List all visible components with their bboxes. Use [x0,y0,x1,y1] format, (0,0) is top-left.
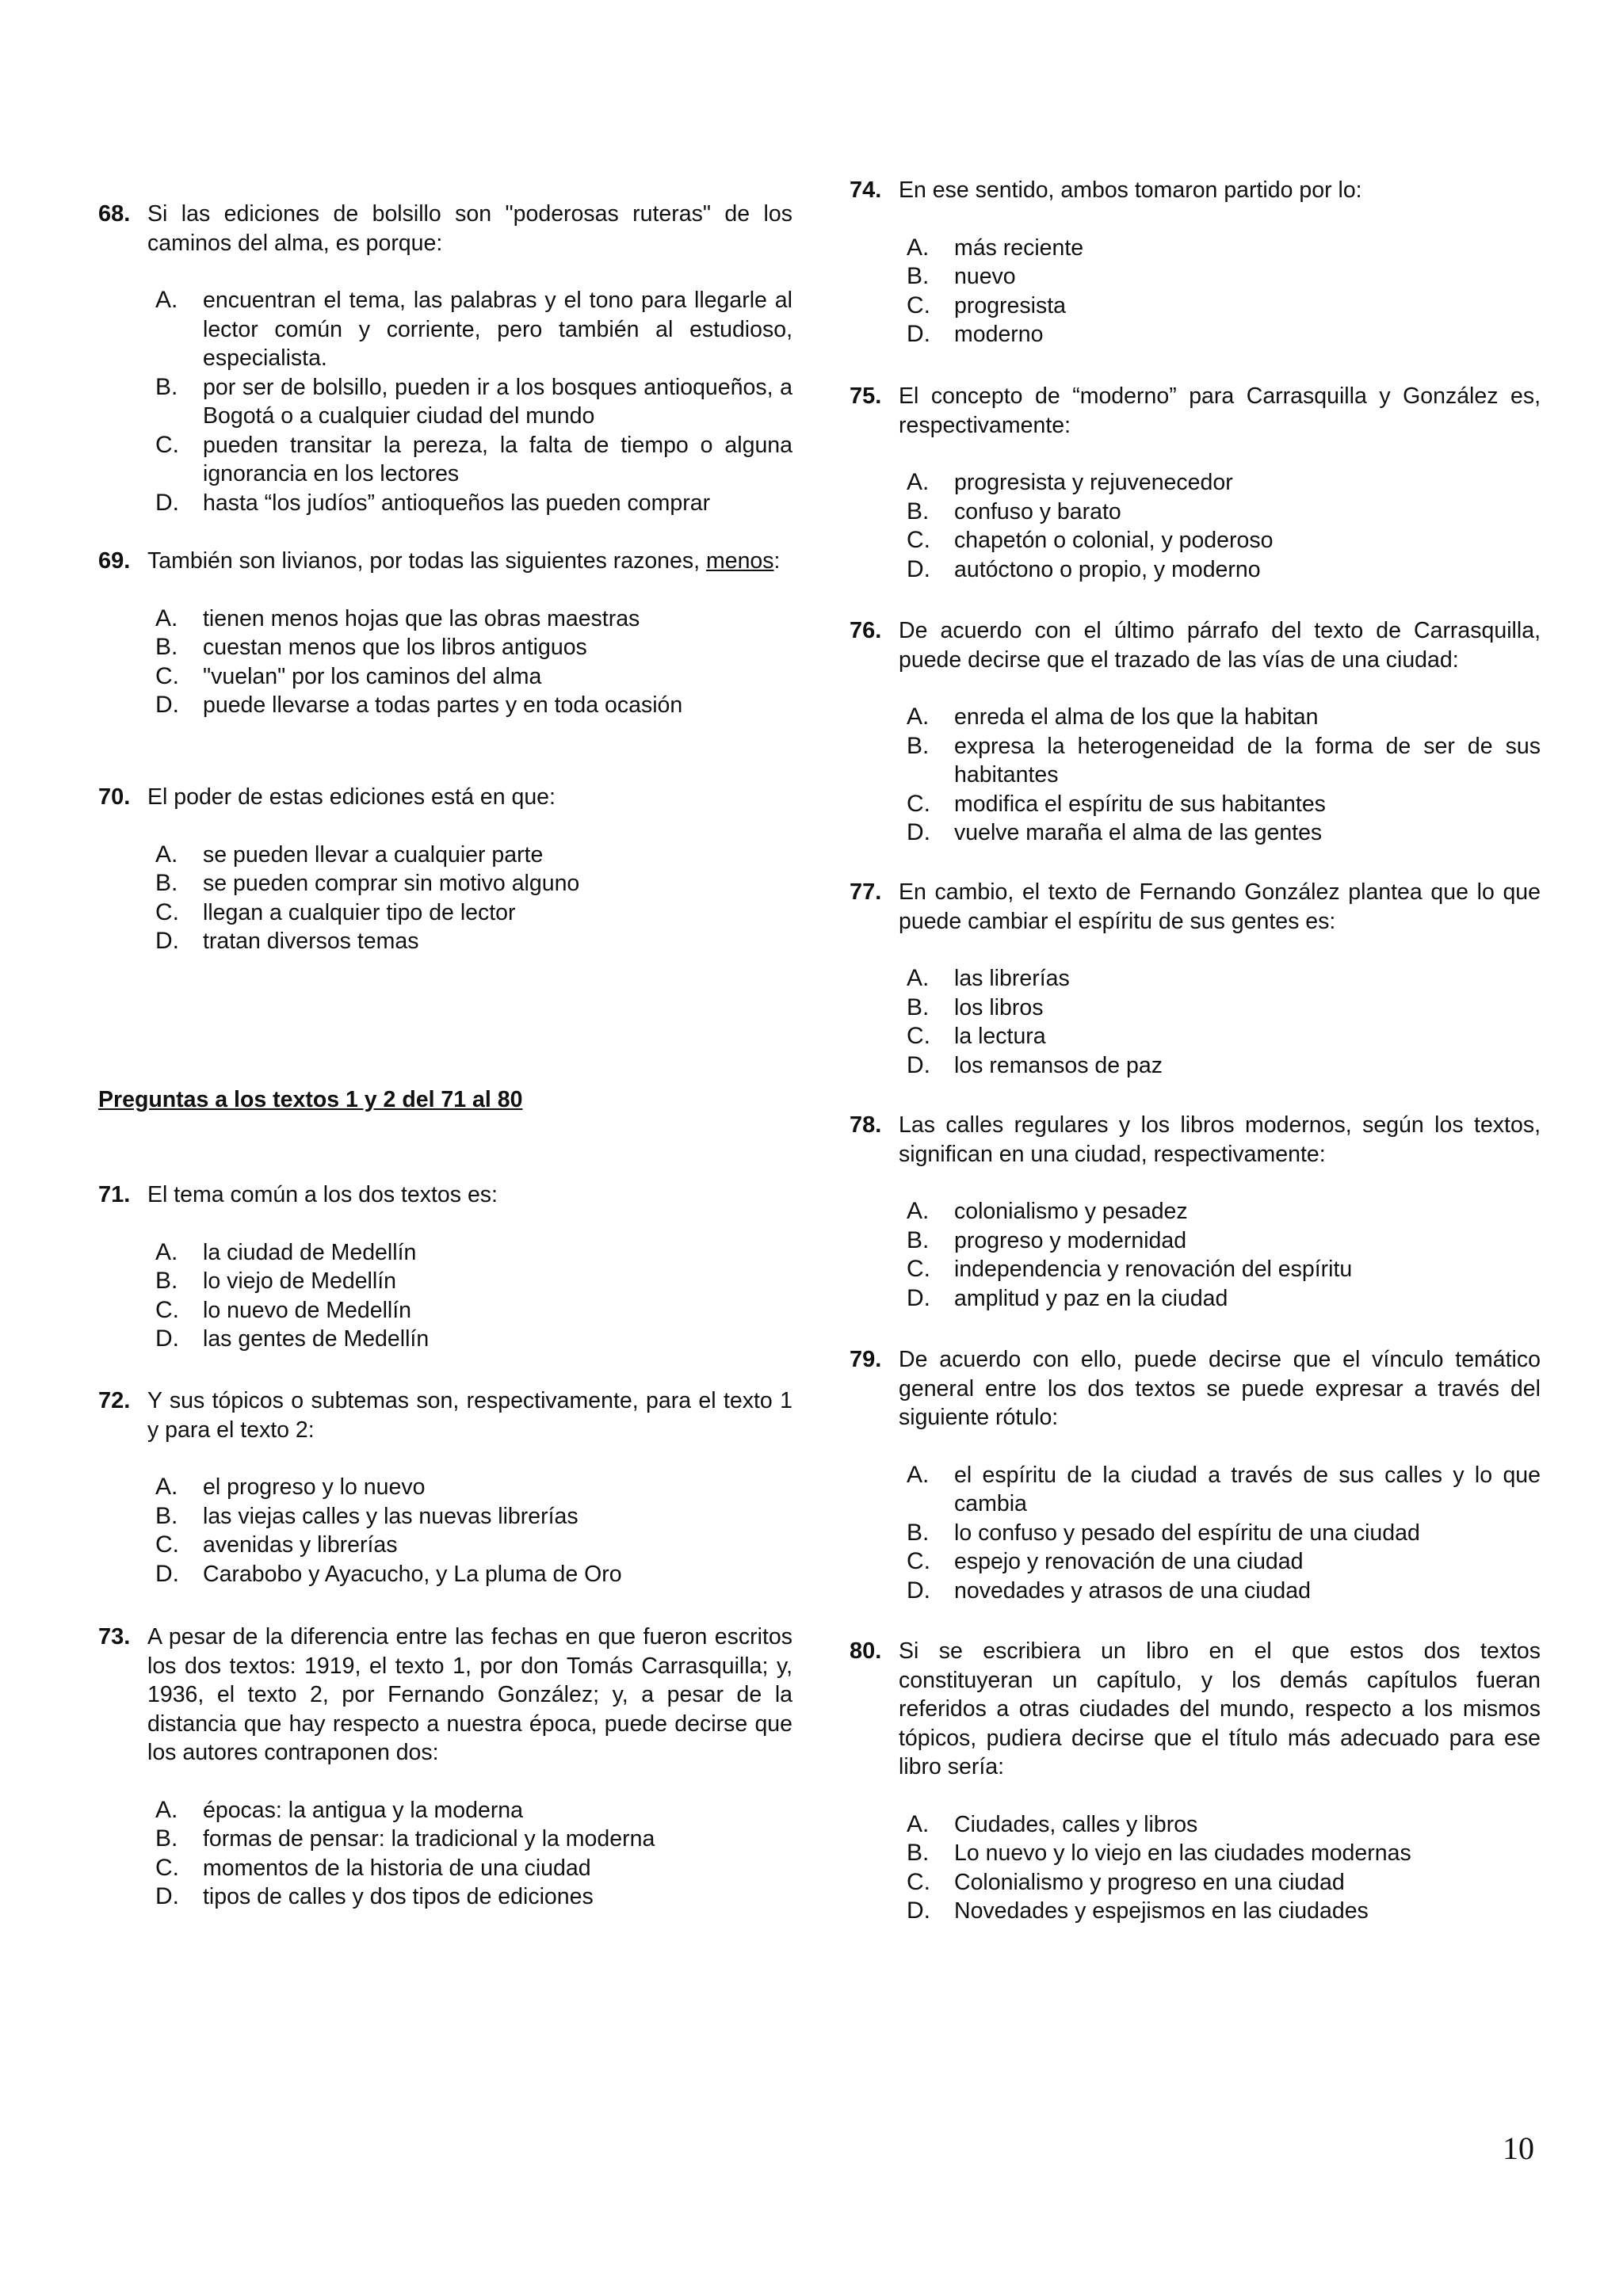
question-number: 71. [98,1182,131,1207]
question-text: De acuerdo con ello, puede decirse que el vínculo temático general entre los dos textos se puede expresar a través del siguiente rótulo: [899,1347,1541,1430]
question-68 [98,200,792,517]
question-number: 70. [98,784,131,810]
answer-option [907,468,1541,498]
answer-option [907,790,1541,819]
question-number: 78. [850,1112,882,1138]
option-letter: C. [155,662,179,689]
answer-option [155,898,792,928]
answer-option [907,732,1541,790]
answer-options [98,841,792,956]
question-text: En ese sentido, ambos tomaron partido por lo: [899,177,1362,203]
answer-options [850,468,1541,584]
option-letter: B. [907,1226,930,1253]
question-number: 75. [850,383,882,409]
option-text: moderno [954,322,1044,347]
page-number: 10 [1503,2130,1534,2166]
answer-options [850,1461,1541,1606]
option-text: Lo nuevo y lo viejo en las ciudades modernas [954,1840,1411,1866]
option-letter: B. [907,994,930,1020]
option-letter: B. [907,263,930,289]
answer-option [907,1810,1541,1840]
option-text: lo confuso y pesado del espíritu de una ciudad [954,1520,1420,1546]
question-text: El tema común a los dos textos es: [147,1182,498,1207]
option-text: lo nuevo de Medellín [203,1297,412,1323]
option-letter: A. [907,1810,930,1837]
option-text: enreda el alma de los que la habitan [954,704,1319,730]
question-text: El poder de estas ediciones está en que: [147,784,556,810]
answer-options [850,1197,1541,1313]
option-letter: D. [155,692,179,718]
option-letter: B. [155,1268,178,1294]
option-letter: C. [907,1868,930,1895]
option-text: el progreso y lo nuevo [203,1474,426,1500]
option-letter: D. [155,489,179,516]
question-number: 79. [850,1347,882,1372]
option-letter: B. [907,732,930,759]
option-letter: C. [907,292,930,318]
answer-option [155,1238,792,1268]
question-71 [98,1180,792,1354]
answer-option [155,633,792,662]
option-text: vuelve maraña el alma de las gentes [954,820,1323,845]
option-text: independencia y renovación del espíritu [954,1257,1353,1282]
option-letter: A. [907,469,930,495]
answer-options [850,703,1541,848]
answer-option [155,1796,792,1825]
answer-option [907,964,1541,994]
option-text: Novedades y espejismos en las ciudades [954,1898,1369,1924]
option-text: colonialismo y pesadez [954,1199,1188,1224]
answer-option [907,1255,1541,1284]
question-75 [850,382,1541,584]
question-text: Las calles regulares y los libros modernos, según los textos, significan en una ciudad, respectivamente: [899,1112,1541,1167]
option-letter: D. [907,1284,930,1311]
answer-option [907,1519,1541,1548]
question-number: 69. [98,548,131,574]
question-number: 68. [98,201,131,227]
question-69 [98,547,792,720]
option-text: cuestan menos que los libros antiguos [203,635,587,660]
answer-option [155,1882,792,1912]
option-text: Carabobo y Ayacucho, y La pluma de Oro [203,1561,622,1587]
option-letter: C. [155,431,179,458]
section-heading: Preguntas a los textos 1 y 2 del 71 al 80 [98,1087,523,1112]
question-80 [850,1637,1541,1926]
option-letter: A. [907,1198,930,1224]
answer-options [850,1810,1541,1926]
option-text: más reciente [954,235,1084,261]
answer-options [98,1238,792,1354]
question-text: Y sus tópicos o subtemas son, respectivamente, para el texto 1 y para el texto 2: [147,1388,792,1443]
option-letter: D. [155,928,179,954]
answer-option [155,605,792,634]
option-text: pueden transitar la pereza, la falta de tiempo o alguna ignorancia en los lectores [203,432,792,486]
option-letter: C. [155,898,179,925]
answer-option [907,555,1541,585]
option-text: formas de pensar: la tradicional y la moderna [203,1826,655,1852]
option-text: chapetón o colonial, y poderoso [954,528,1274,553]
answer-option [907,1839,1541,1868]
option-letter: D. [907,555,930,582]
option-letter: B. [907,1519,930,1546]
answer-option [155,1531,792,1560]
answer-option [907,526,1541,555]
option-letter: C. [155,1296,179,1323]
answer-option [155,373,792,431]
option-text: progresista y rejuvenecedor [954,470,1233,495]
option-letter: C. [155,1854,179,1881]
option-text: momentos de la historia de una ciudad [203,1855,591,1881]
option-letter: A. [907,1461,930,1488]
option-text: nuevo [954,264,1016,289]
answer-option [155,286,792,373]
option-letter: B. [155,373,178,400]
option-letter: C. [907,1256,930,1282]
option-text: "vuelan" por los caminos del alma [203,663,542,689]
answer-option [155,691,792,720]
answer-option [907,1284,1541,1314]
option-text: los libros [954,994,1044,1020]
option-letter: A. [155,1474,178,1500]
option-letter: D. [907,1051,930,1078]
answer-option [907,292,1541,321]
option-text: modifica el espíritu de sus habitantes [954,791,1326,817]
answer-option [907,818,1541,848]
option-text: el espíritu de la ciudad a través de sus calles y lo que cambia [954,1462,1541,1516]
option-letter: A. [155,841,178,868]
option-text: progresista [954,292,1066,318]
question-text: De acuerdo con el último párrafo del texto de Carrasquilla, puede decirse que el trazado de las vías de una ciudad: [899,618,1541,673]
question-text: En cambio, el texto de Fernando González plantea que lo que puede cambiar el espíritu de sus gentes es: [899,879,1541,934]
option-letter: D. [907,1897,930,1924]
option-text: expresa la heterogeneidad de la forma de ser de sus habitantes [954,733,1541,788]
answer-option [907,1461,1541,1519]
answer-options [850,234,1541,349]
answer-option [907,320,1541,349]
option-text: puede llevarse a todas partes y en toda ocasión [203,692,683,718]
question-78 [850,1111,1541,1313]
option-text: confuso y barato [954,498,1121,524]
question-text: Si se escribiera un libro en el que estos dos textos constituyeran un capítulo, y los demás capítulos fueran referidos a otras ciudades del mundo, respecto a los mismos tópicos, pudiera decirse que el título más adecuado para ese libro sería: [899,1638,1541,1779]
answer-option [907,1226,1541,1256]
question-number: 73. [98,1624,131,1650]
question-73 [98,1623,792,1912]
option-text: las librerías [954,966,1070,991]
answer-option [907,1577,1541,1606]
option-letter: B. [155,1825,178,1852]
option-letter: A. [155,1796,178,1823]
option-letter: B. [907,498,930,524]
option-text: llegan a cualquier tipo de lector [203,899,516,925]
answer-option [907,1022,1541,1051]
option-text: se pueden comprar sin motivo alguno [203,871,580,896]
option-letter: D. [907,321,930,347]
option-letter: B. [155,870,178,896]
answer-option [155,1502,792,1531]
question-77 [850,878,1541,1080]
question-70 [98,783,792,956]
question-text: También son livianos, por todas las siguientes razones, menos: [147,548,781,574]
answer-option [907,1051,1541,1081]
answer-option [907,1868,1541,1897]
question-text: El concepto de “moderno” para Carrasquilla y González es, respectivamente: [899,383,1541,438]
answer-option [155,1825,792,1854]
question-text: Si las ediciones de bolsillo son "poderosas ruteras" de los caminos del alma, es porque: [147,201,792,256]
question-text: A pesar de la diferencia entre las fechas en que fueron escritos los dos textos: 1919, el texto 1, por don Tomás Carrasquilla; y, 1936, el texto 2, por Fernando González; y, a pesar de la distancia que hay respecto a nuestra época, puede decirse que los autores contraponen dos: [147,1624,792,1765]
option-letter: A. [155,287,178,313]
option-letter: D. [907,1577,930,1604]
question-number: 77. [850,879,882,905]
answer-option [907,994,1541,1023]
option-text: tipos de calles y dos tipos de ediciones [203,1884,594,1909]
option-text: autóctono o propio, y moderno [954,556,1261,582]
option-text: hasta “los judíos” antioqueños las pueden comprar [203,490,711,516]
answer-option [155,1267,792,1296]
answer-option [155,489,792,518]
option-letter: C. [907,1023,930,1049]
option-letter: C. [907,790,930,817]
answer-options [850,964,1541,1080]
answer-option [155,1325,792,1354]
answer-option [155,1296,792,1325]
option-letter: C. [907,1548,930,1574]
option-letter: D. [155,1325,179,1352]
option-letter: A. [907,965,930,991]
option-letter: B. [155,1502,178,1529]
answer-options [98,1473,792,1589]
question-72 [98,1386,792,1589]
option-letter: C. [907,527,930,553]
answer-option [155,662,792,692]
answer-option [155,1473,792,1502]
option-text: tienen menos hojas que las obras maestras [203,605,640,631]
option-text: Ciudades, calles y libros [954,1811,1198,1837]
question-79 [850,1345,1541,1605]
option-text: las viejas calles y las nuevas librerías [203,1503,579,1529]
answer-option [155,1854,792,1883]
option-letter: D. [155,1560,179,1587]
option-letter: A. [155,605,178,631]
question-number: 76. [850,618,882,643]
answer-options [98,1796,792,1912]
option-text: la lectura [954,1024,1046,1049]
answer-options [98,605,792,720]
answer-option [907,1547,1541,1577]
option-letter: A. [907,234,930,261]
answer-options [98,286,792,517]
option-letter: D. [155,1883,179,1909]
answer-option [155,927,792,956]
answer-option [907,498,1541,527]
answer-option [155,841,792,870]
option-text: las gentes de Medellín [203,1326,430,1352]
answer-option [155,431,792,489]
option-letter: A. [907,704,930,730]
option-letter: B. [907,1840,930,1866]
option-text: Colonialismo y progreso en una ciudad [954,1869,1345,1895]
option-text: progreso y modernidad [954,1227,1187,1253]
option-text: espejo y renovación de una ciudad [954,1549,1304,1574]
question-number: 72. [98,1388,131,1413]
option-text: amplitud y paz en la ciudad [954,1285,1228,1311]
option-text: los remansos de paz [954,1052,1163,1078]
option-letter: D. [907,819,930,845]
option-text: encuentran el tema, las palabras y el tono para llegarle al lector común y corriente, pero también al estudioso, especialista. [203,288,792,371]
option-text: tratan diversos temas [203,929,419,954]
question-76 [850,616,1541,848]
option-text: lo viejo de Medellín [203,1268,396,1294]
option-text: por ser de bolsillo, pueden ir a los bosques antioqueños, a Bogotá o a cualquier ciudad del mundo [203,374,792,429]
option-letter: A. [155,1238,178,1265]
answer-option [907,262,1541,292]
option-letter: C. [155,1531,179,1558]
option-text: avenidas y librerías [203,1532,398,1558]
option-text: la ciudad de Medellín [203,1239,417,1265]
answer-option [155,1560,792,1589]
answer-option [907,1197,1541,1226]
answer-option [155,869,792,898]
question-number: 74. [850,177,882,203]
question-74 [850,176,1541,349]
option-text: novedades y atrasos de una ciudad [954,1577,1311,1604]
question-number: 80. [850,1638,882,1664]
option-letter: B. [155,634,178,660]
option-text: se pueden llevar a cualquier parte [203,841,544,868]
answer-option [907,703,1541,732]
answer-option [907,1897,1541,1926]
answer-option [907,234,1541,263]
underlined-word: menos [705,548,774,574]
option-text: épocas: la antigua y la moderna [203,1797,524,1823]
